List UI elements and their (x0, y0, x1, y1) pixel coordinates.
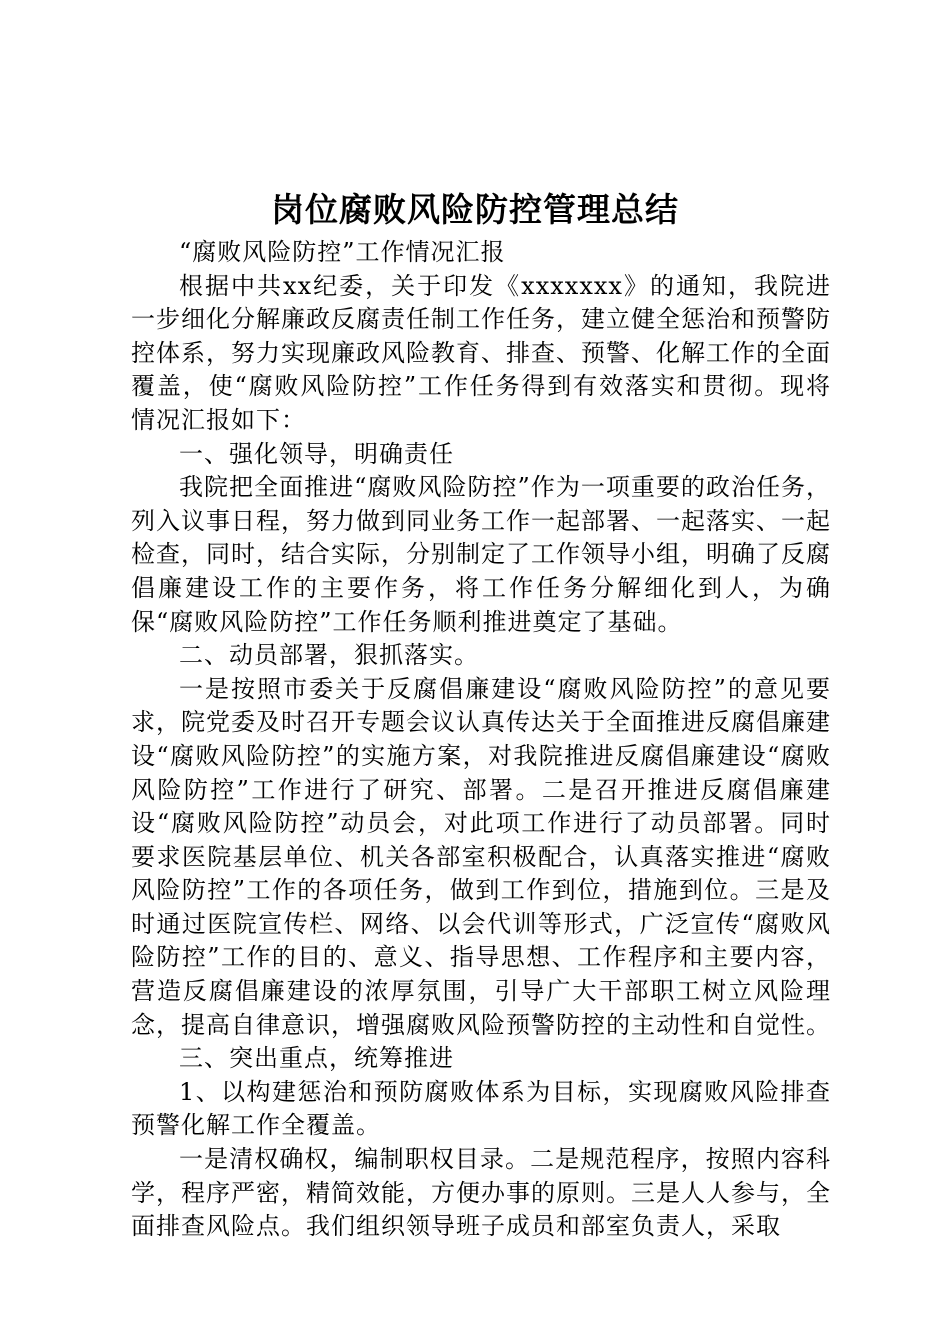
section-3-item-1: 1、以构建惩治和预防腐败体系为目标，实现腐败风险排查预警化解工作全覆盖。 (131, 1077, 831, 1140)
report-subtitle: “腐败风险防控”工作情况汇报 (179, 238, 506, 266)
section-2-paragraph: 一是按照市委关于反腐倡廉建设“腐败风险防控”的意见要求，院党委及时召开专题会议认真传达关于全面推进反腐倡廉建设“腐败风险防控”的实施方案，对我院推进反腐倡廉建设“腐败风险防控”工作进行了研究、部署。二是召开推进反腐倡廉建设“腐败风险防控”动员会，对此项工作进行了动员部署。同时要求医院基层单位、机关各部室积极配合，认真落实推进“腐败风险防控”工作的各项任务，做到工作到位，措施到位。三是及时通过医院宣传栏、网络、以会代训等形式，广泛宣传“腐败风险防控”工作的目的、意义、指导思想、工作程序和主要内容，营造反腐倡廉建设的浓厚氛围，引导广大干部职工树立风险理念，提高自律意识，增强腐败风险预警防控的主动性和自觉性。 (131, 674, 831, 1039)
section-heading-3: 三、突出重点，统筹推进 (179, 1044, 454, 1073)
section-3-paragraph: 一是清权确权，编制职权目录。二是规范程序，按照内容科学，程序严密，精简效能，方便办事的原则。三是人人参与，全面排查风险点。我们组织领导班子成员和部室负责人，采取 (131, 1145, 831, 1241)
section-heading-1: 一、强化领导，明确责任 (179, 439, 454, 468)
section-heading-2: 二、动员部署，狠抓落实。 (179, 641, 479, 670)
document-body (131, 236, 831, 1244)
section-1-paragraph: 我院把全面推进“腐败风险防控”作为一项重要的政治任务，列入议事日程，努力做到同业务工作一起部署、一起落实、一起检查，同时，结合实际，分别制定了工作领导小组，明确了反腐倡廉建设工作的主要作务，将工作任务分解细化到人，为确保“腐败风险防控”工作任务顺利推进奠定了基础。 (131, 473, 831, 636)
document-title: 岗位腐败风险防控管理总结 (271, 190, 679, 229)
intro-paragraph: 根据中共xx纪委，关于印发《xxxxxxx》的通知，我院进一步细化分解廉政反腐责任制工作任务，建立健全惩治和预警防控体系，努力实现廉政风险教育、排查、预警、化解工作的全面覆盖，使“腐败风险防控”工作任务得到有效落实和贯彻。现将情况汇报如下： (131, 271, 831, 434)
